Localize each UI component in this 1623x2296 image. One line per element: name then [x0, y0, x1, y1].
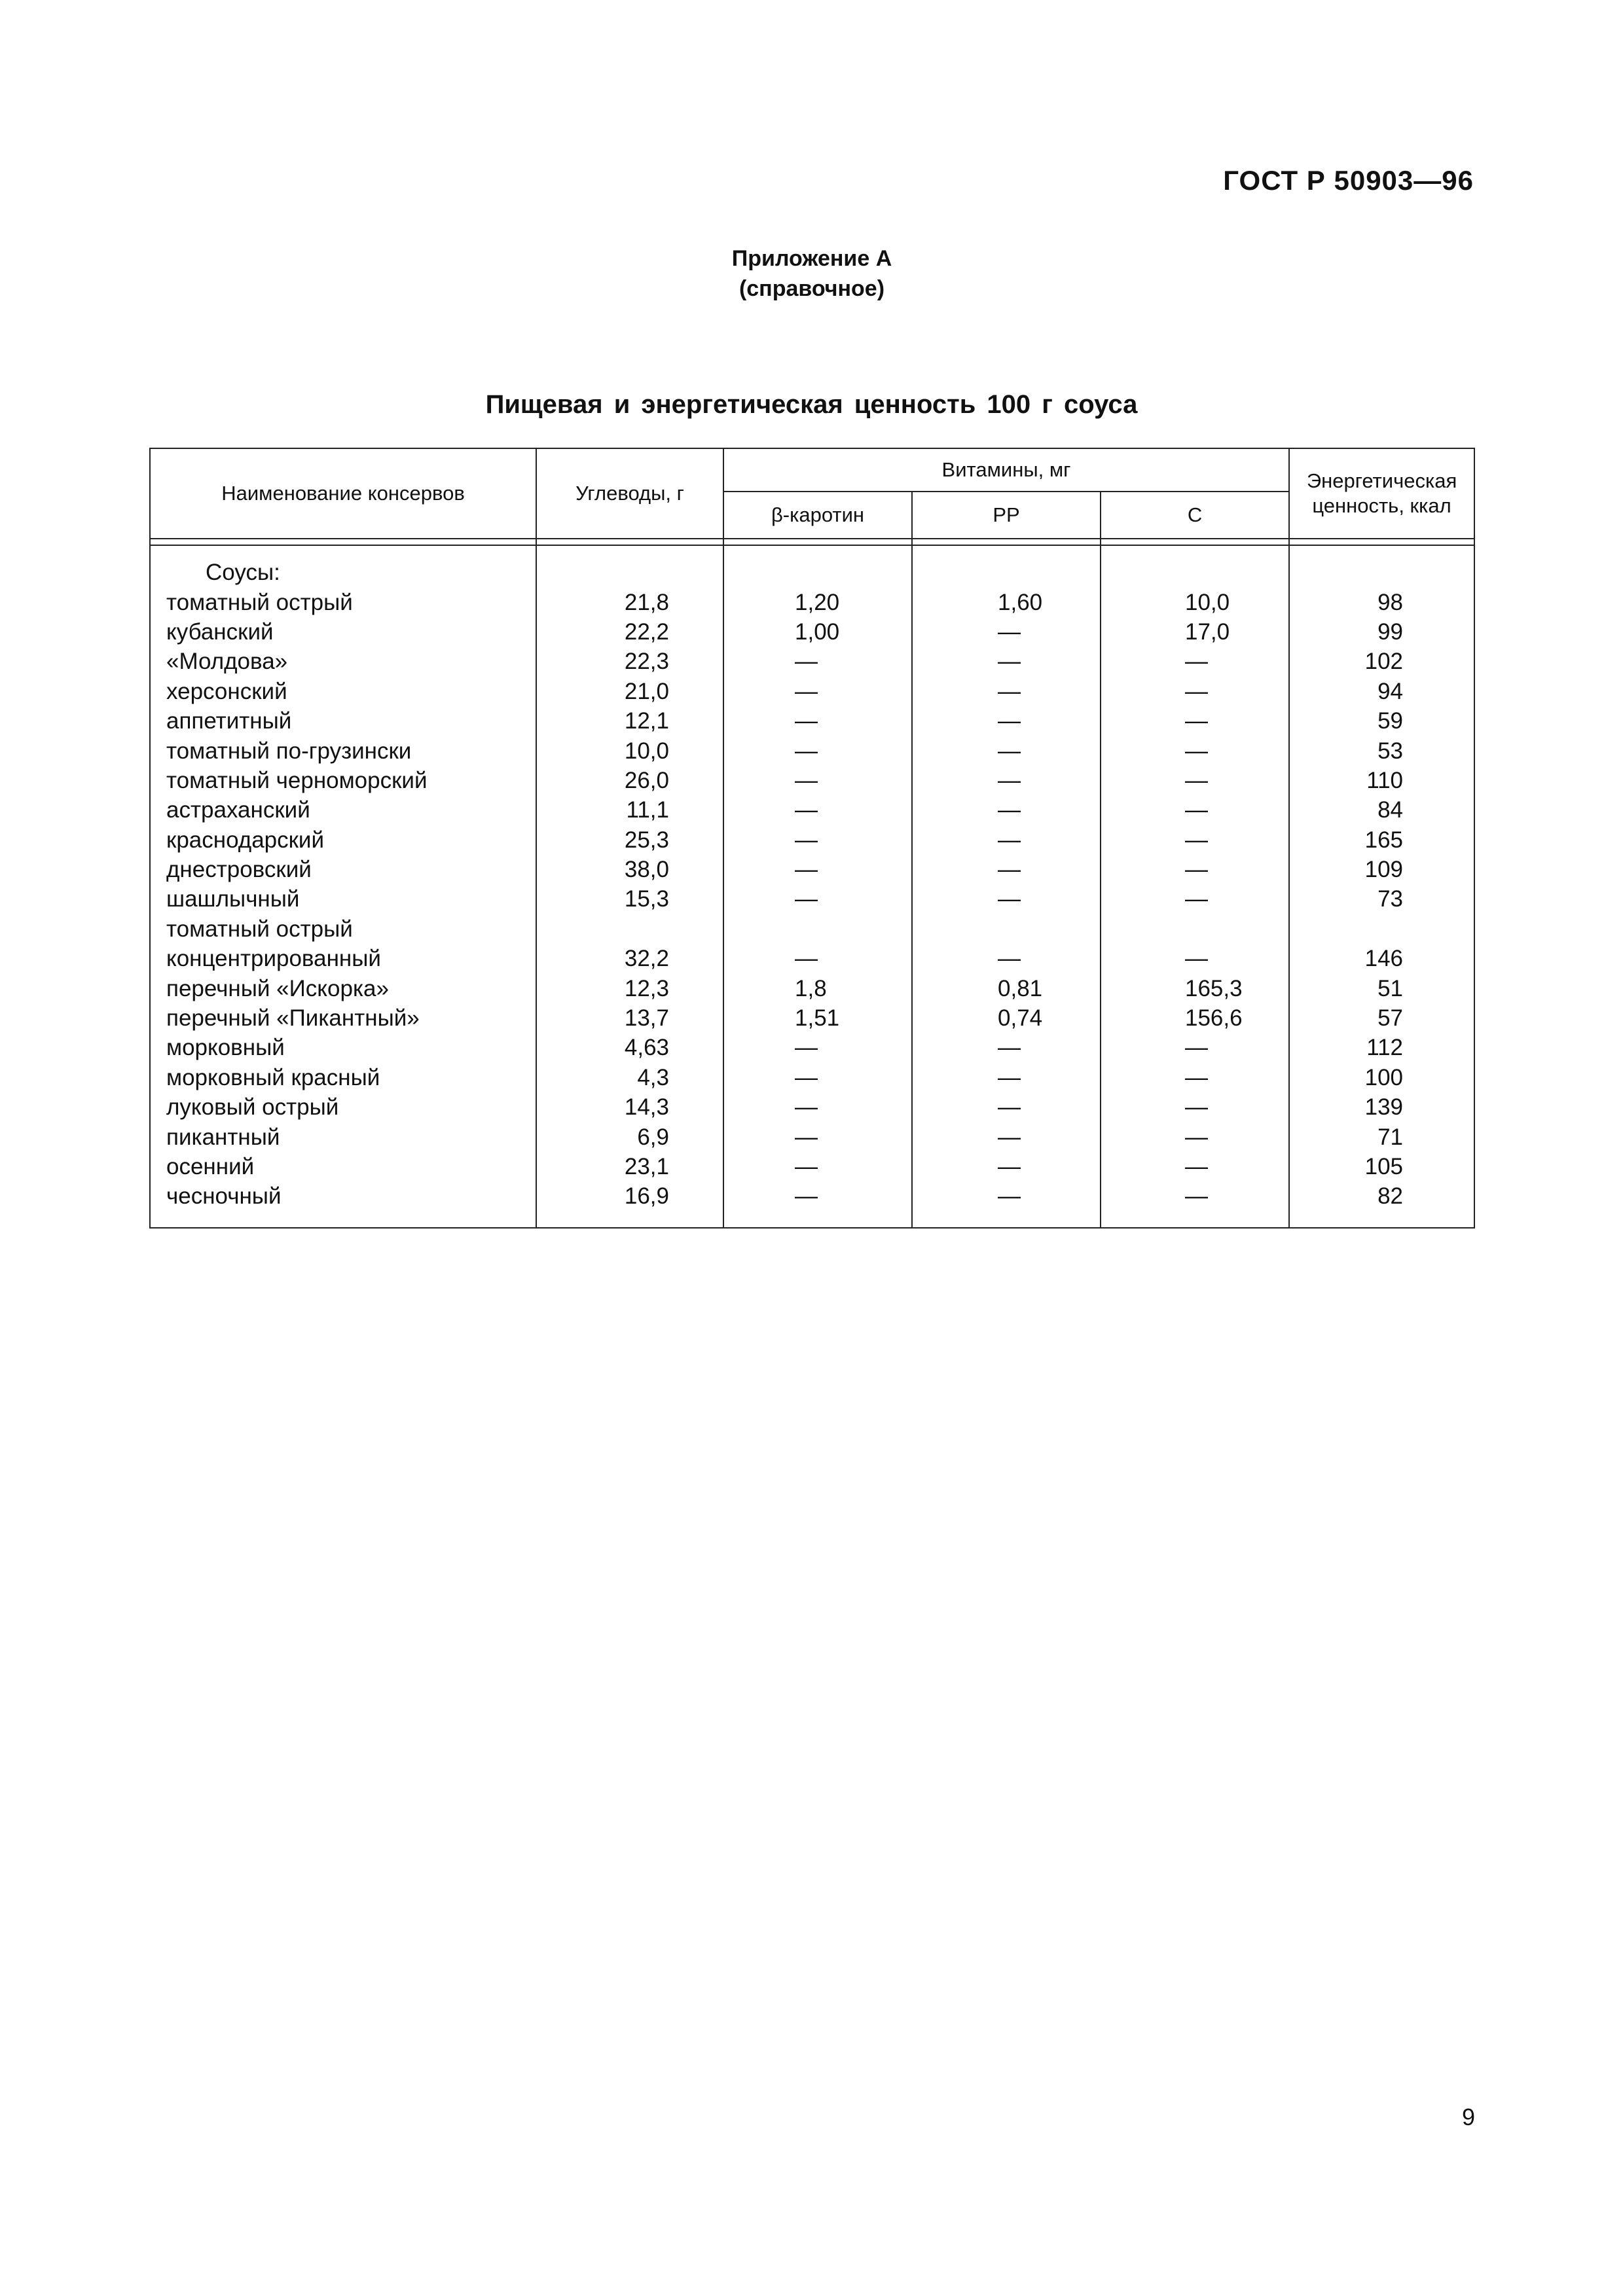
- cell-carbs: 14,3: [536, 1092, 723, 1122]
- cell-beta-carotene: —: [723, 944, 912, 973]
- table-row: [150, 825, 1474, 855]
- cell-c: —: [1101, 1092, 1289, 1122]
- cell-energy: 112: [1289, 1033, 1474, 1062]
- cell-c: 156,6: [1101, 1003, 1289, 1033]
- cell-carbs: 11,1: [536, 795, 723, 825]
- cell-energy: 99: [1289, 617, 1474, 647]
- cell-name: днестровский: [150, 855, 536, 884]
- cell-beta-carotene: —: [723, 825, 912, 855]
- cell-carbs: 26,0: [536, 766, 723, 795]
- cell-c: [1101, 914, 1289, 944]
- cell-c: —: [1101, 884, 1289, 914]
- cell-pp: —: [912, 1122, 1101, 1151]
- table-row: [150, 1063, 1474, 1092]
- cell-pp: —: [912, 944, 1101, 973]
- table-row: [150, 795, 1474, 825]
- cell-c: —: [1101, 647, 1289, 676]
- cell-energy: 102: [1289, 647, 1474, 676]
- cell-carbs: 25,3: [536, 825, 723, 855]
- cell-energy: 139: [1289, 1092, 1474, 1122]
- cell-name: морковный: [150, 1033, 536, 1062]
- cell-carbs: 22,2: [536, 617, 723, 647]
- table-row: [150, 1181, 1474, 1228]
- cell-name: перечный «Пикантный»: [150, 1003, 536, 1033]
- header-carbs: Углеводы, г: [536, 448, 723, 539]
- cell-pp: —: [912, 617, 1101, 647]
- cell-name: луковый острый: [150, 1092, 536, 1122]
- cell-energy: 51: [1289, 973, 1474, 1003]
- cell-pp: 0,81: [912, 973, 1101, 1003]
- cell-beta-carotene: —: [723, 795, 912, 825]
- appendix-title: Приложение А: [731, 246, 892, 271]
- cell-name: томатный острый: [150, 587, 536, 617]
- cell-pp: —: [912, 677, 1101, 706]
- table-row: [150, 855, 1474, 884]
- table-row: [150, 647, 1474, 676]
- cell-beta-carotene: —: [723, 1063, 912, 1092]
- table-row: [150, 914, 1474, 944]
- table-row: [150, 1033, 1474, 1062]
- cell-energy: 59: [1289, 706, 1474, 736]
- cell-c: 165,3: [1101, 973, 1289, 1003]
- cell-beta-carotene: —: [723, 766, 912, 795]
- cell-c: —: [1101, 1122, 1289, 1151]
- table-row: [150, 973, 1474, 1003]
- cell-c: —: [1101, 736, 1289, 765]
- cell-name: краснодарский: [150, 825, 536, 855]
- cell-beta-carotene: —: [723, 736, 912, 765]
- table-row: [150, 1003, 1474, 1033]
- table-row: [150, 1152, 1474, 1181]
- cell-c: —: [1101, 795, 1289, 825]
- cell-pp: —: [912, 1152, 1101, 1181]
- cell-beta-carotene: 1,00: [723, 617, 912, 647]
- cell-energy: 71: [1289, 1122, 1474, 1151]
- cell-pp: —: [912, 1181, 1101, 1228]
- table-row: [150, 766, 1474, 795]
- cell-c: —: [1101, 1063, 1289, 1092]
- cell-energy: 105: [1289, 1152, 1474, 1181]
- cell-carbs: 12,3: [536, 973, 723, 1003]
- cell-beta-carotene: —: [723, 677, 912, 706]
- cell-beta-carotene: —: [723, 855, 912, 884]
- cell-carbs: 4,3: [536, 1063, 723, 1092]
- cell-beta-carotene: [723, 914, 912, 944]
- cell-c: —: [1101, 1181, 1289, 1228]
- cell-energy: 73: [1289, 884, 1474, 914]
- cell-name: томатный по-грузински: [150, 736, 536, 765]
- cell-energy: 53: [1289, 736, 1474, 765]
- cell-c: —: [1101, 1033, 1289, 1062]
- cell-beta-carotene: —: [723, 1181, 912, 1228]
- header-c: C: [1101, 492, 1289, 539]
- cell-c: —: [1101, 766, 1289, 795]
- cell-pp: —: [912, 795, 1101, 825]
- cell-carbs: 10,0: [536, 736, 723, 765]
- cell-beta-carotene: 1,51: [723, 1003, 912, 1033]
- table-row: [150, 736, 1474, 765]
- group-label: Соусы:: [150, 558, 536, 587]
- cell-carbs: 32,2: [536, 944, 723, 973]
- cell-energy: 94: [1289, 677, 1474, 706]
- cell-c: —: [1101, 825, 1289, 855]
- cell-beta-carotene: —: [723, 1033, 912, 1062]
- header-name: Наименование консервов: [150, 448, 536, 539]
- cell-beta-carotene: —: [723, 1122, 912, 1151]
- page-number: 9: [1461, 2104, 1475, 2130]
- cell-carbs: [536, 914, 723, 944]
- header-energy: Энергетическая ценность, ккал: [1289, 448, 1474, 539]
- cell-energy: 98: [1289, 587, 1474, 617]
- cell-carbs: 23,1: [536, 1152, 723, 1181]
- cell-pp: 1,60: [912, 587, 1101, 617]
- cell-carbs: 21,8: [536, 587, 723, 617]
- table-row: [150, 944, 1474, 973]
- cell-name: чесночный: [150, 1181, 536, 1228]
- cell-energy: 146: [1289, 944, 1474, 973]
- cell-beta-carotene: —: [723, 706, 912, 736]
- table-row: [150, 617, 1474, 647]
- cell-pp: —: [912, 1033, 1101, 1062]
- header-beta-carotene: β-каротин: [723, 492, 912, 539]
- group-row: [150, 558, 1474, 587]
- cell-pp: —: [912, 736, 1101, 765]
- cell-name: херсонский: [150, 677, 536, 706]
- cell-pp: [912, 914, 1101, 944]
- appendix-heading: [589, 243, 1034, 304]
- cell-pp: —: [912, 766, 1101, 795]
- cell-carbs: 12,1: [536, 706, 723, 736]
- cell-name: астраханский: [150, 795, 536, 825]
- cell-pp: —: [912, 706, 1101, 736]
- cell-carbs: 15,3: [536, 884, 723, 914]
- cell-energy: [1289, 914, 1474, 944]
- cell-c: —: [1101, 855, 1289, 884]
- cell-name: осенний: [150, 1152, 536, 1181]
- cell-pp: 0,74: [912, 1003, 1101, 1033]
- cell-beta-carotene: —: [723, 884, 912, 914]
- cell-name: кубанский: [150, 617, 536, 647]
- cell-energy: 84: [1289, 795, 1474, 825]
- cell-beta-carotene: —: [723, 647, 912, 676]
- cell-c: —: [1101, 944, 1289, 973]
- cell-energy: 165: [1289, 825, 1474, 855]
- cell-beta-carotene: —: [723, 1092, 912, 1122]
- cell-c: —: [1101, 677, 1289, 706]
- cell-name: аппетитный: [150, 706, 536, 736]
- cell-pp: —: [912, 1063, 1101, 1092]
- table-row: [150, 1092, 1474, 1122]
- cell-carbs: 38,0: [536, 855, 723, 884]
- cell-beta-carotene: 1,20: [723, 587, 912, 617]
- cell-carbs: 13,7: [536, 1003, 723, 1033]
- cell-carbs: 6,9: [536, 1122, 723, 1151]
- cell-pp: —: [912, 884, 1101, 914]
- cell-c: 17,0: [1101, 617, 1289, 647]
- cell-name: томатный острый: [150, 914, 536, 944]
- table-row: [150, 677, 1474, 706]
- cell-beta-carotene: 1,8: [723, 973, 912, 1003]
- table-row: [150, 706, 1474, 736]
- nutrition-table: [149, 448, 1475, 1229]
- table-title: Пищевая и энергетическая ценность 100 г соуса: [485, 390, 1138, 419]
- cell-pp: —: [912, 647, 1101, 676]
- cell-c: —: [1101, 1152, 1289, 1181]
- document-code: ГОСТ Р 50903—96: [1223, 165, 1474, 196]
- cell-c: 10,0: [1101, 587, 1289, 617]
- cell-carbs: 21,0: [536, 677, 723, 706]
- table-row: [150, 884, 1474, 914]
- appendix-type: (справочное): [739, 276, 885, 301]
- table-row: [150, 587, 1474, 617]
- cell-pp: —: [912, 1092, 1101, 1122]
- cell-pp: —: [912, 825, 1101, 855]
- cell-c: —: [1101, 706, 1289, 736]
- cell-energy: 100: [1289, 1063, 1474, 1092]
- cell-beta-carotene: —: [723, 1152, 912, 1181]
- cell-name: шашлычный: [150, 884, 536, 914]
- cell-name: перечный «Искорка»: [150, 973, 536, 1003]
- cell-name: томатный черноморский: [150, 766, 536, 795]
- cell-energy: 57: [1289, 1003, 1474, 1033]
- cell-energy: 82: [1289, 1181, 1474, 1228]
- cell-name: пикантный: [150, 1122, 536, 1151]
- cell-energy: 110: [1289, 766, 1474, 795]
- cell-name: концентрированный: [150, 944, 536, 973]
- header-pp: PP: [912, 492, 1101, 539]
- cell-pp: —: [912, 855, 1101, 884]
- cell-carbs: 22,3: [536, 647, 723, 676]
- cell-name: морковный красный: [150, 1063, 536, 1092]
- cell-carbs: 4,63: [536, 1033, 723, 1062]
- cell-name: «Молдова»: [150, 647, 536, 676]
- cell-energy: 109: [1289, 855, 1474, 884]
- table-row: [150, 1122, 1474, 1151]
- header-vitamins: Витамины, мг: [723, 448, 1289, 492]
- cell-carbs: 16,9: [536, 1181, 723, 1228]
